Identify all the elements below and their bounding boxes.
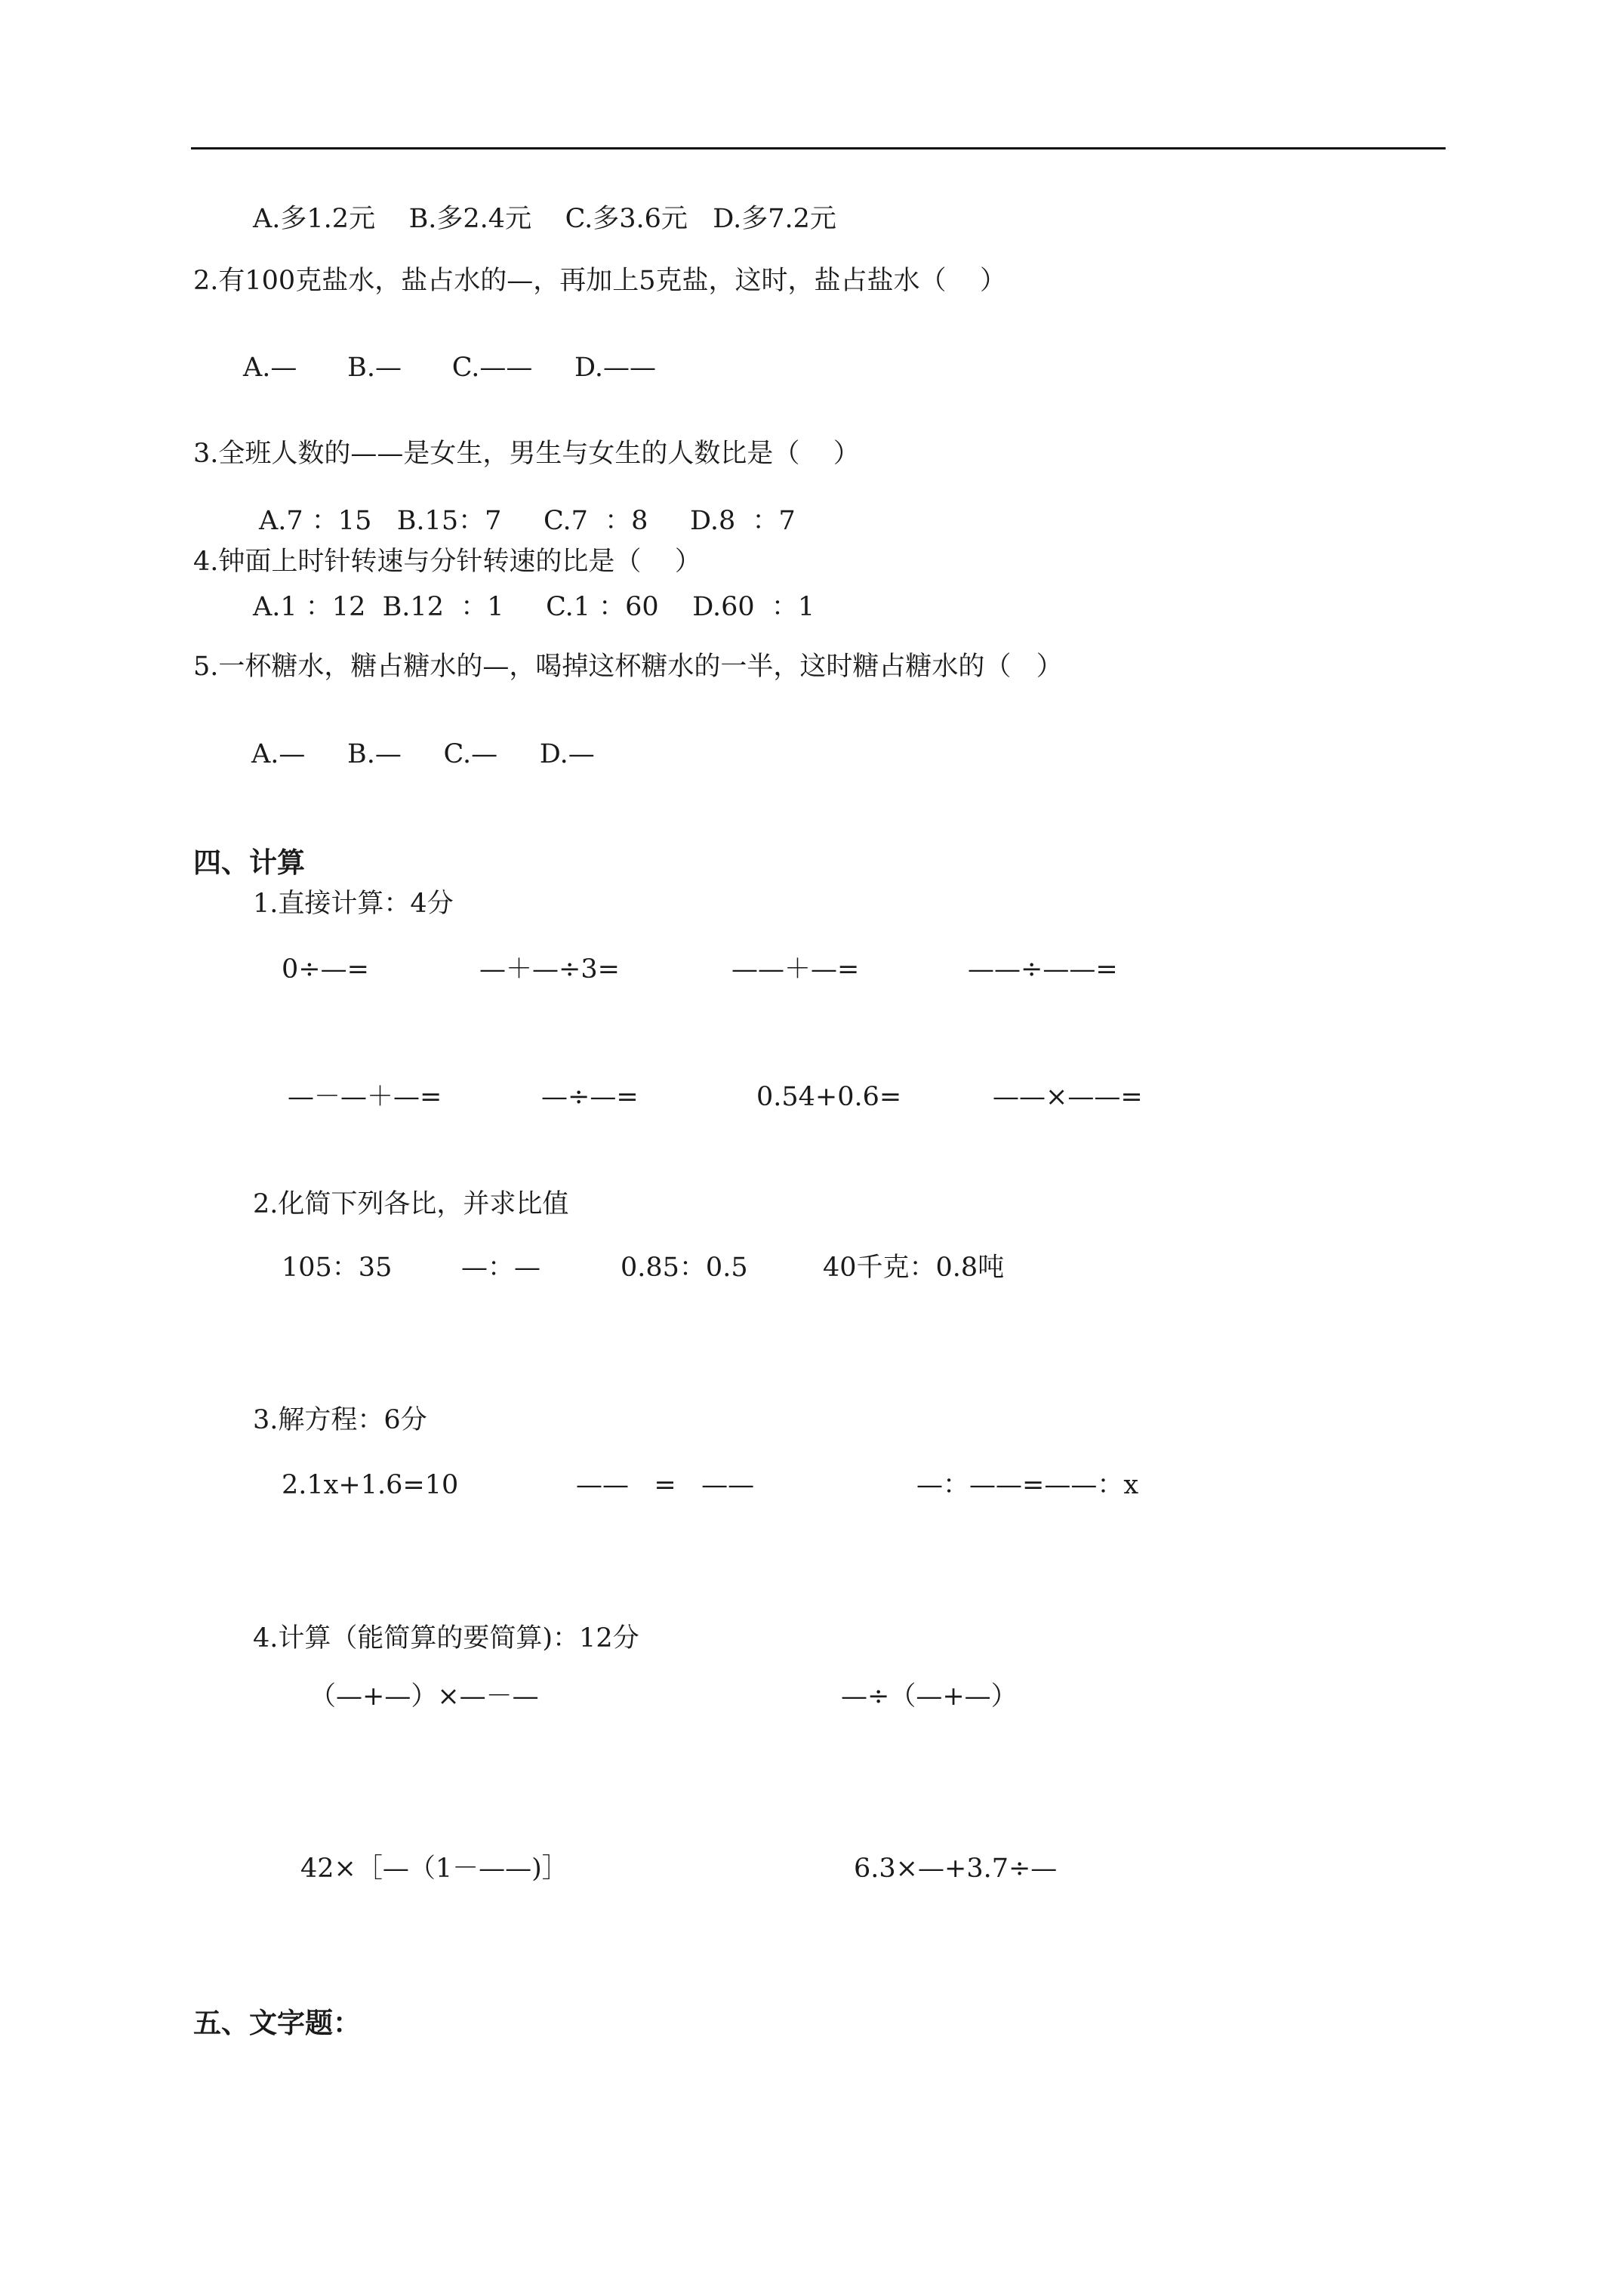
section-5-heading: 五、文字题： — [193, 2006, 361, 2039]
calc-item: 0.54+0.6= — [756, 1082, 902, 1112]
expression-item: 42×［—（1－——)］ — [300, 1854, 568, 1884]
expression-item: 6.3×—+3.7÷— — [854, 1854, 1058, 1884]
calc-item: ——÷——= — [968, 954, 1118, 985]
q1-options: A.多1.2元 B.多2.4元 C.多3.6元 D.多7.2元 — [253, 204, 836, 234]
header-rule — [191, 147, 1446, 149]
calc-item: ——＋—= — [731, 954, 860, 985]
question-5: 5.一杯糖水，糖占糖水的—，喝掉这杯糖水的一半，这时糖占糖水的（ ） — [193, 652, 1063, 682]
calc-item: —＋—÷3= — [479, 954, 620, 985]
part-4-title: 4.计算（能简算的要简算)：12分 — [253, 1623, 639, 1653]
ratio-item: —：— — [461, 1253, 541, 1283]
ratio-item: 40千克：0.8吨 — [823, 1253, 1005, 1283]
part-3-title: 3.解方程：6分 — [253, 1405, 427, 1435]
equation-item: —— = —— — [576, 1470, 755, 1500]
calc-item: ——×——= — [993, 1082, 1143, 1112]
expression-item: —÷（—+—） — [841, 1681, 1018, 1712]
calc-item: —－—＋—= — [288, 1082, 442, 1112]
part-2-title: 2.化简下列各比，并求比值 — [253, 1189, 569, 1219]
ratio-item: 105：35 — [282, 1253, 393, 1283]
q4-options: A.1 ：12 B.12 ：1 C.1 ：60 D.60 ：1 — [253, 592, 815, 622]
equation-item: —：——=——：x — [916, 1470, 1139, 1500]
q2-options: A.— B.— C.—— D.—— — [243, 353, 656, 383]
question-2: 2.有100克盐水，盐占水的—，再加上5克盐，这时，盐占盐水（ ） — [193, 266, 1006, 296]
section-4-heading: 四、计算 — [193, 846, 305, 879]
equation-item: 2.1x+1.6=10 — [282, 1470, 459, 1500]
question-4: 4.钟面上时针转速与分针转速的比是（ ） — [193, 547, 701, 577]
q5-options: A.— B.— C.— D.— — [251, 739, 595, 769]
part-1-title: 1.直接计算：4分 — [253, 889, 454, 919]
q3-options: A.7 ：15 B.15：7 C.7 ：8 D.8 ：7 — [259, 506, 796, 536]
expression-item: （—+—）×—－— — [310, 1681, 539, 1712]
calc-item: —÷—= — [541, 1082, 639, 1112]
question-3: 3.全班人数的——是女生，男生与女生的人数比是（ ） — [193, 439, 860, 469]
ratio-item: 0.85：0.5 — [621, 1253, 748, 1283]
calc-item: 0÷—= — [282, 954, 369, 985]
